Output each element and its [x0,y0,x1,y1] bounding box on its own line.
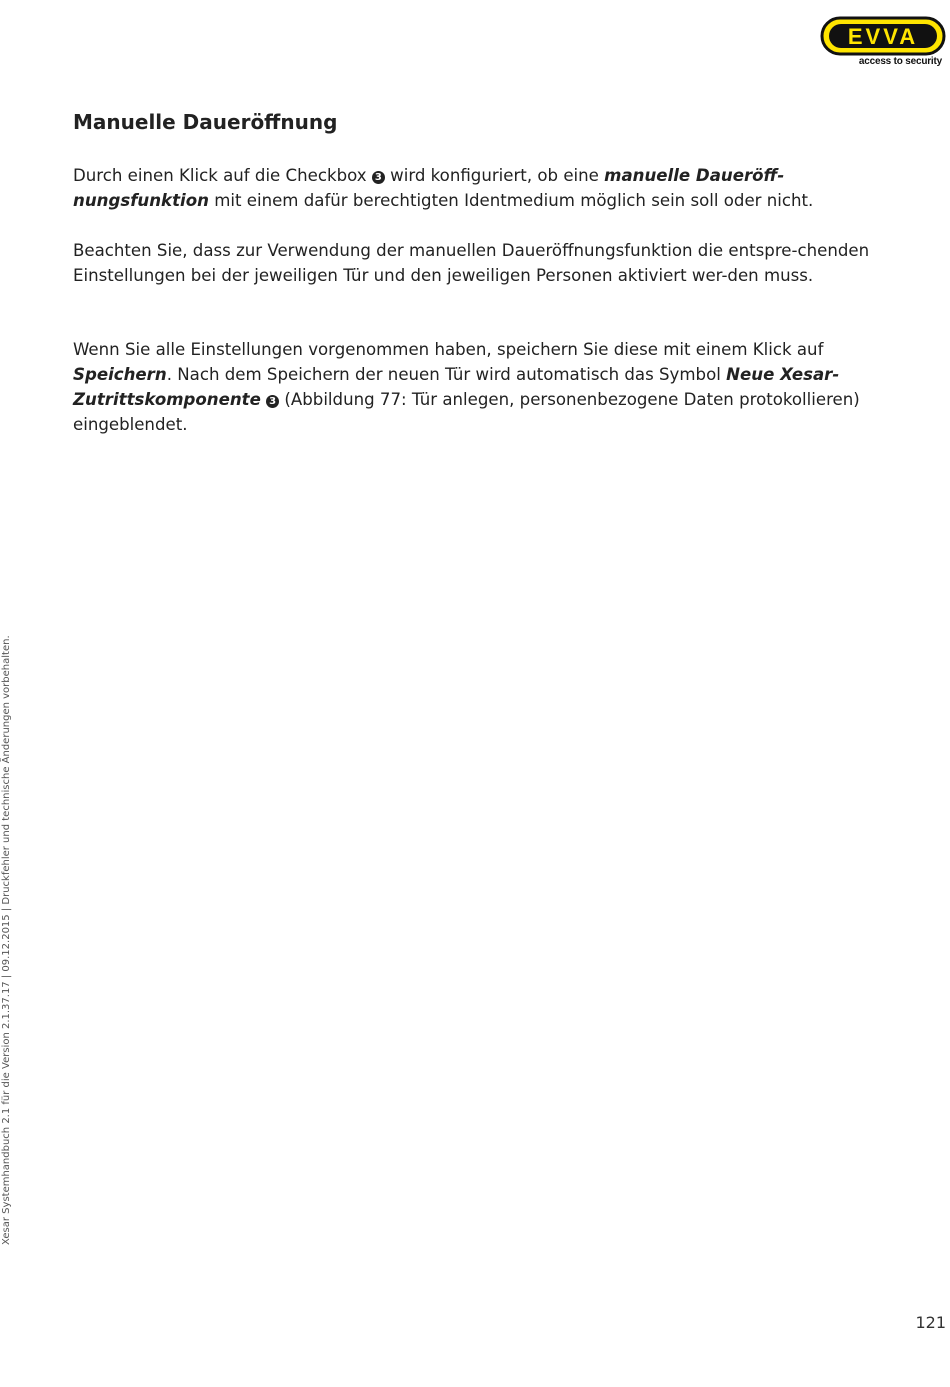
paragraph3-text-d: (Abbildung 77: Tür anlegen, personenbezogene Daten protokollieren) eingeblendet. [73,390,860,434]
logo-tagline: access to security [858,56,942,67]
page-number: 121 [915,1313,946,1332]
paragraph1-text-c: mit einem dafür berechtigten Identmedium möglich sein soll oder nicht. [208,191,814,210]
paragraph1-text-a: Durch einen Klick auf die Checkbox [73,166,372,185]
paragraph-checkbox-info [73,163,873,213]
evva-logo [820,16,946,72]
paragraph-save-info [73,337,873,437]
paragraph3-text-a: Wenn Sie alle Einstellungen vorgenommen haben, speichern Sie diese mit einem Klick auf [73,340,824,359]
paragraph-settings-note: Beachten Sie, dass zur Verwendung der manuellen Daueröffnungsfunktion die entspre-chenden Einstellungen bei der jeweiligen Tür und den jeweiligen Personen aktiviert wer-den muss. [73,241,870,285]
evva-logo-badge [820,16,946,56]
callout-marker-3-second: 3 [266,395,279,408]
emphasis-new-access-component: Neue Xesar-Zutrittskomponente [73,365,840,409]
vertical-footer-note: Xesar Systemhandbuch 2.1 für die Version 2.1.37.17 | 09.12.2015 | Druckfehler und technische Änderungen vorbehalten. [1,635,12,1245]
section-title: Manuelle Daueröffnung [73,110,338,134]
callout-marker-3: 3 [372,171,385,184]
logo-wordmark: EVVA [847,24,919,49]
paragraph3-text-b: . Nach dem Speichern der neuen Tür wird automatisch das Symbol [166,365,727,384]
paragraph1-text-b: wird konfiguriert, ob eine [384,166,605,185]
emphasis-save: Speichern [73,365,167,384]
emphasis-permanent-opening-function: manuelle Daueröff-nungsfunktion [73,166,785,210]
